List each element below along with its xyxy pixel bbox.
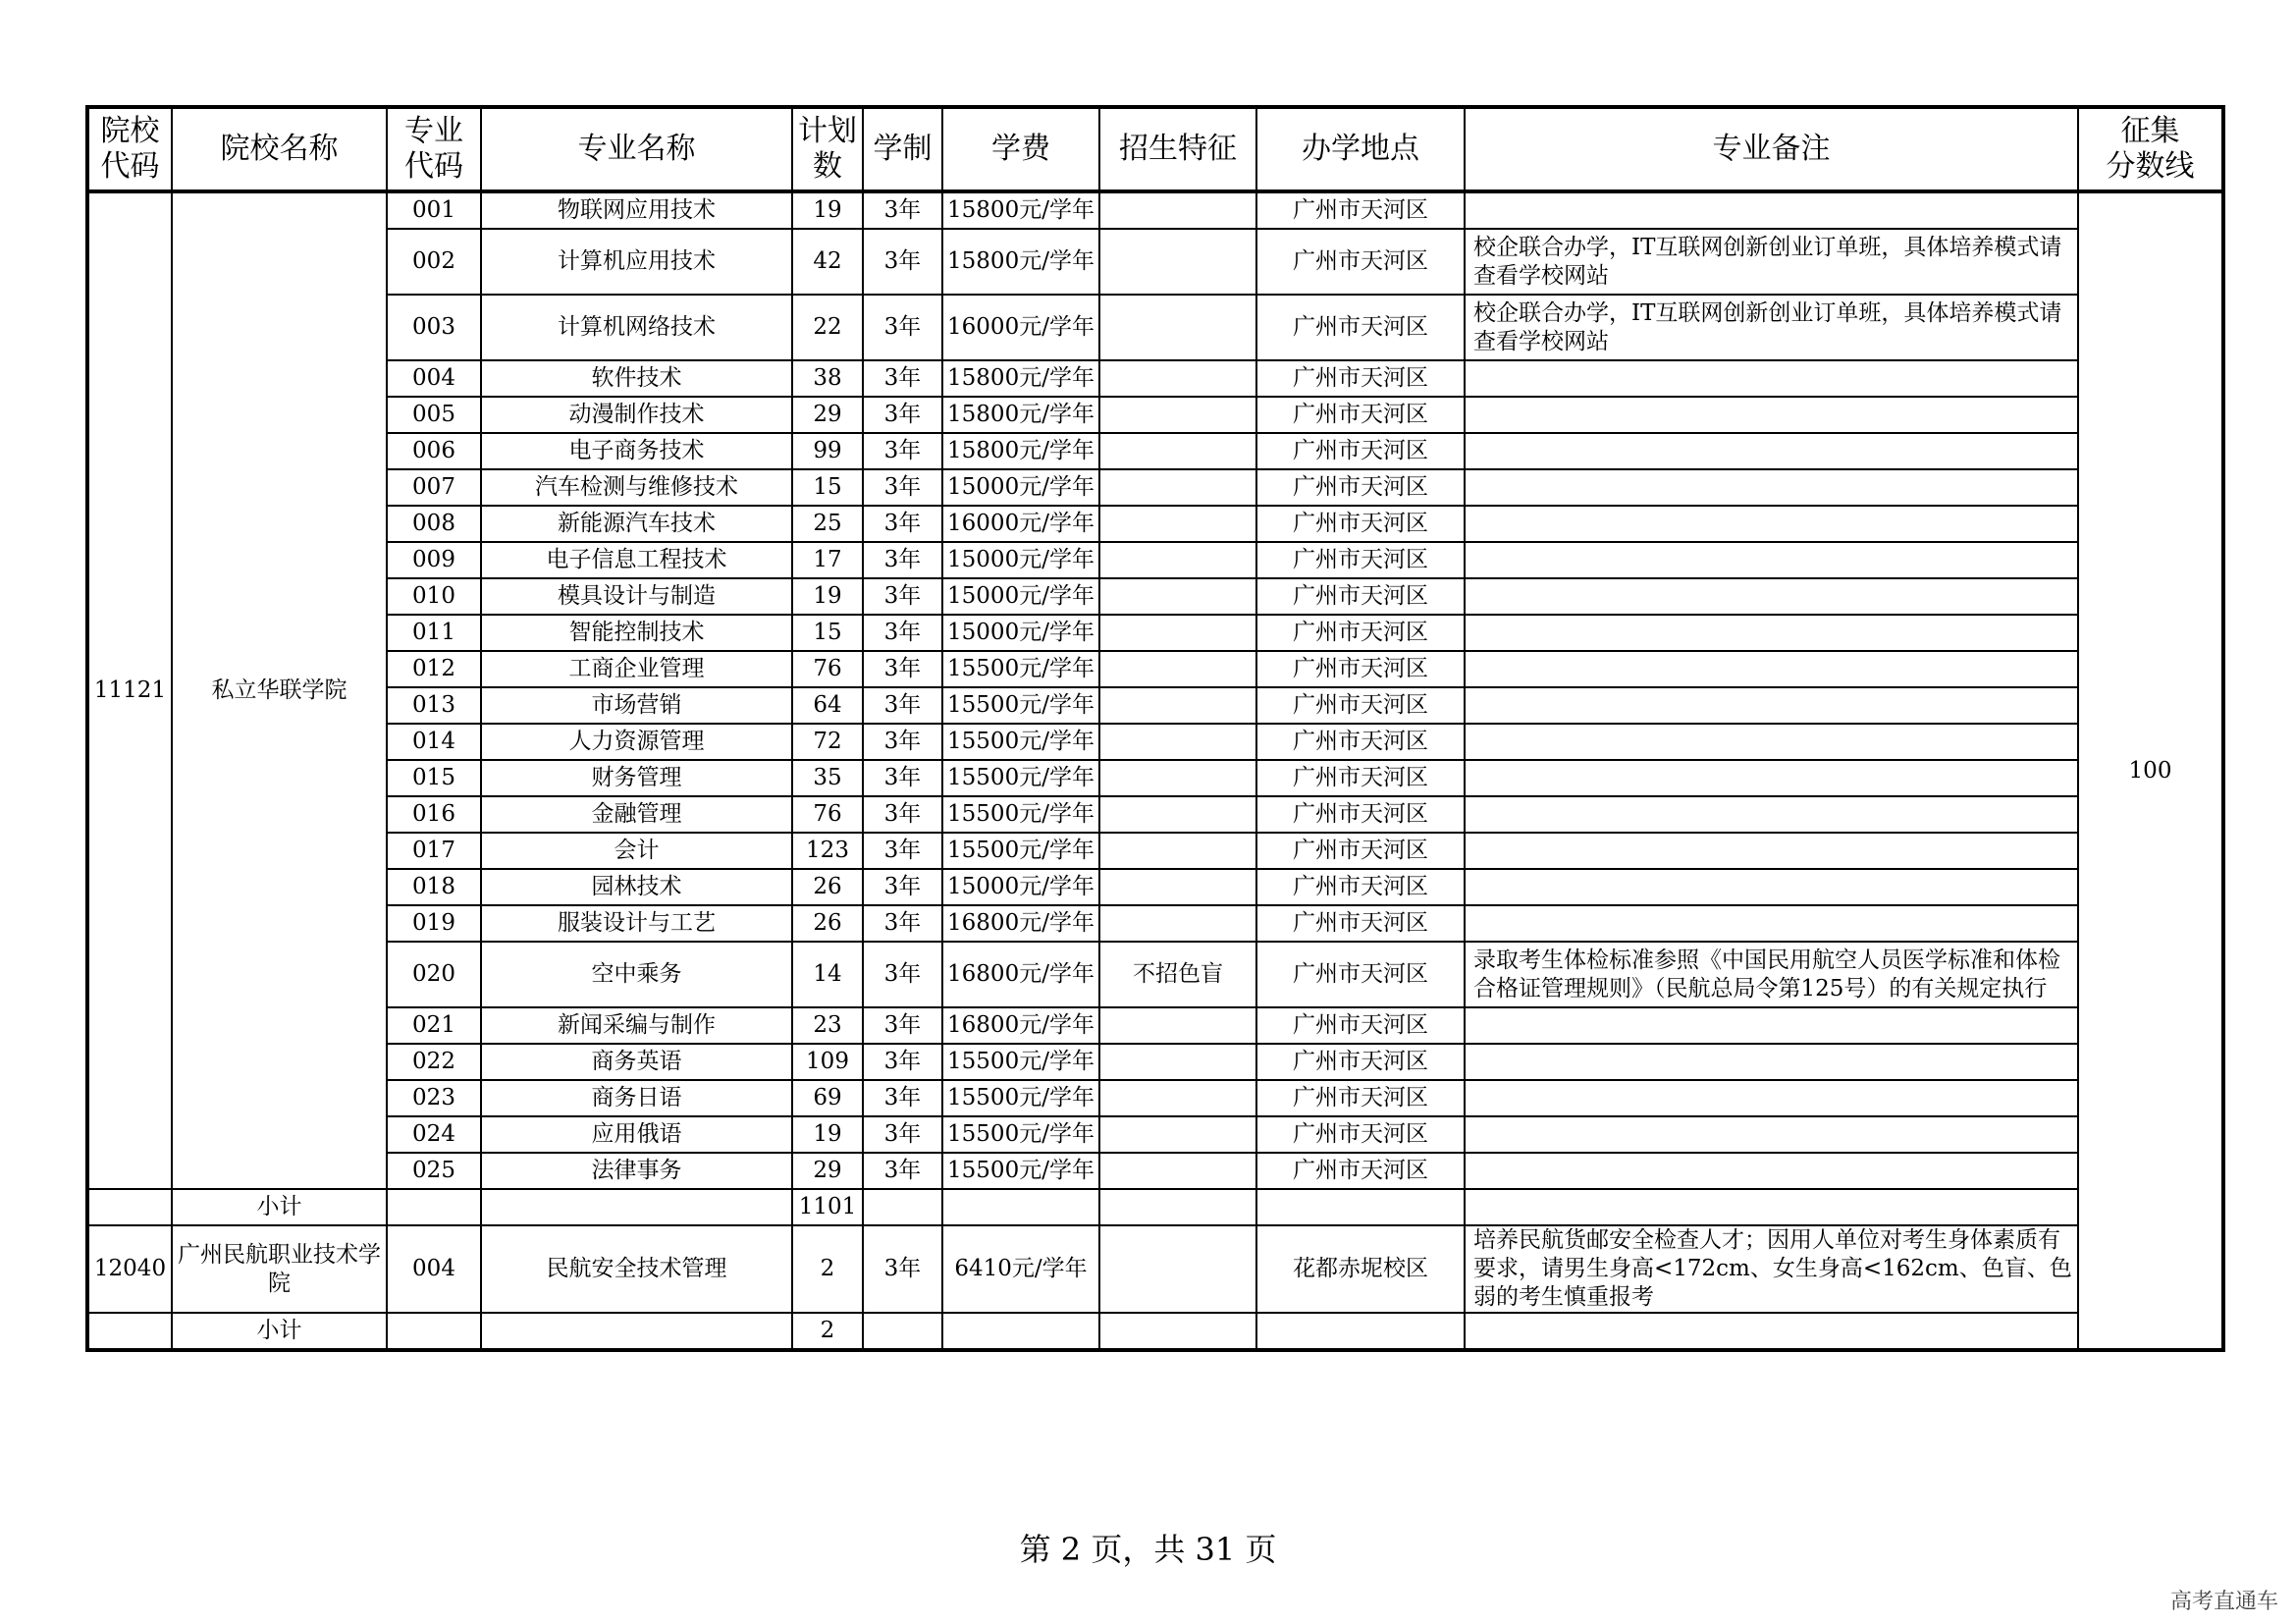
location-cell: 广州市天河区 [1256, 229, 1465, 295]
location-cell: 广州市天河区 [1256, 469, 1465, 506]
header-tuition: 学费 [942, 107, 1099, 191]
remark-cell [1465, 1080, 2078, 1116]
table-row [87, 433, 2223, 469]
empty-cell [863, 1189, 942, 1225]
empty-cell [387, 1313, 481, 1350]
header-major-code: 专业 代码 [387, 107, 481, 191]
school-code-cell: 11121 [87, 191, 172, 1189]
feature-cell [1099, 796, 1256, 833]
watermark-text: 高考直通车 [2169, 1590, 2278, 1614]
header-location: 办学地点 [1256, 107, 1465, 191]
duration-cell: 3年 [863, 191, 942, 229]
header-school-name: 院校名称 [172, 107, 387, 191]
duration-cell: 3年 [863, 360, 942, 397]
major-name-cell: 商务英语 [481, 1044, 792, 1080]
table-row [87, 724, 2223, 760]
score-line-cell: 100 [2078, 191, 2223, 1350]
feature-cell [1099, 869, 1256, 905]
major-name-cell: 人力资源管理 [481, 724, 792, 760]
remark-cell: 录取考生体检标准参照《中国民用航空人员医学标准和体检合格证管理规则》（民航总局令第125号）的有关规定执行 [1465, 942, 2078, 1007]
plan-cell: 38 [792, 360, 863, 397]
major-name-cell: 服装设计与工艺 [481, 905, 792, 942]
tuition-cell: 15500元/学年 [942, 1153, 1099, 1189]
major-name-cell: 新能源汽车技术 [481, 506, 792, 542]
feature-cell [1099, 724, 1256, 760]
location-cell: 广州市天河区 [1256, 796, 1465, 833]
empty-cell [87, 1189, 172, 1225]
table-row [87, 1225, 2223, 1313]
remark-cell [1465, 191, 2078, 229]
major-name-cell: 应用俄语 [481, 1116, 792, 1153]
major-name-cell: 金融管理 [481, 796, 792, 833]
table-row [87, 615, 2223, 651]
location-cell: 广州市天河区 [1256, 1153, 1465, 1189]
feature-cell: 不招色盲 [1099, 942, 1256, 1007]
duration-cell: 3年 [863, 295, 942, 360]
school-name-cell: 广州民航职业技术学院 [172, 1225, 387, 1313]
duration-cell: 3年 [863, 1153, 942, 1189]
location-cell: 广州市天河区 [1256, 1080, 1465, 1116]
major-name-cell: 电子商务技术 [481, 433, 792, 469]
table-row [87, 360, 2223, 397]
table-row [87, 687, 2223, 724]
tuition-cell: 15500元/学年 [942, 687, 1099, 724]
location-cell: 广州市天河区 [1256, 687, 1465, 724]
location-cell: 广州市天河区 [1256, 360, 1465, 397]
empty-cell [87, 1313, 172, 1350]
location-cell: 广州市天河区 [1256, 1044, 1465, 1080]
plan-cell: 23 [792, 1007, 863, 1044]
duration-cell: 3年 [863, 578, 942, 615]
feature-cell [1099, 651, 1256, 687]
major-name-cell: 模具设计与制造 [481, 578, 792, 615]
plan-cell: 15 [792, 469, 863, 506]
location-cell: 广州市天河区 [1256, 433, 1465, 469]
table-row [87, 760, 2223, 796]
tuition-cell: 15500元/学年 [942, 1116, 1099, 1153]
location-cell: 广州市天河区 [1256, 295, 1465, 360]
duration-cell: 3年 [863, 542, 942, 578]
plan-cell: 35 [792, 760, 863, 796]
table-row [87, 191, 2223, 229]
table-row [87, 1116, 2223, 1153]
duration-cell: 3年 [863, 506, 942, 542]
remark-cell [1465, 1044, 2078, 1080]
remark-cell [1465, 651, 2078, 687]
major-code-cell: 005 [387, 397, 481, 433]
remark-cell [1465, 615, 2078, 651]
plan-cell: 22 [792, 295, 863, 360]
major-code-cell: 001 [387, 191, 481, 229]
duration-cell: 3年 [863, 469, 942, 506]
major-name-cell: 市场营销 [481, 687, 792, 724]
remark-cell: 培养民航货邮安全检查人才；因用人单位对考生身体素质有要求，请男生身高<172cm、女生身高<162cm、色盲、色弱的考生慎重报考 [1465, 1225, 2078, 1313]
remark-cell [1465, 578, 2078, 615]
tuition-cell: 15800元/学年 [942, 360, 1099, 397]
major-name-cell: 物联网应用技术 [481, 191, 792, 229]
table-row [87, 1044, 2223, 1080]
duration-cell: 3年 [863, 1116, 942, 1153]
remark-cell: 校企联合办学，IT互联网创新创业订单班，具体培养模式请查看学校网站 [1465, 295, 2078, 360]
subtotal-row [87, 1189, 2223, 1225]
location-cell: 广州市天河区 [1256, 905, 1465, 942]
header-row [87, 107, 2223, 191]
duration-cell: 3年 [863, 942, 942, 1007]
major-code-cell: 017 [387, 833, 481, 869]
major-name-cell: 空中乘务 [481, 942, 792, 1007]
plan-cell: 2 [792, 1225, 863, 1313]
remark-cell [1465, 833, 2078, 869]
plan-cell: 25 [792, 506, 863, 542]
remark-cell [1465, 542, 2078, 578]
table-row [87, 1080, 2223, 1116]
plan-cell: 26 [792, 905, 863, 942]
duration-cell: 3年 [863, 724, 942, 760]
tuition-cell: 15500元/学年 [942, 760, 1099, 796]
table-row [87, 542, 2223, 578]
header-score-line: 征集 分数线 [2078, 107, 2223, 191]
location-cell: 广州市天河区 [1256, 1007, 1465, 1044]
location-cell: 广州市天河区 [1256, 724, 1465, 760]
remark-cell [1465, 506, 2078, 542]
major-name-cell: 商务日语 [481, 1080, 792, 1116]
major-code-cell: 024 [387, 1116, 481, 1153]
header-major-name: 专业名称 [481, 107, 792, 191]
subtotal-value: 1101 [792, 1189, 863, 1225]
remark-cell [1465, 397, 2078, 433]
plan-cell: 17 [792, 542, 863, 578]
feature-cell [1099, 1153, 1256, 1189]
feature-cell [1099, 360, 1256, 397]
plan-cell: 19 [792, 1116, 863, 1153]
empty-cell [1099, 1189, 1256, 1225]
major-name-cell: 计算机应用技术 [481, 229, 792, 295]
empty-cell [1465, 1313, 2078, 1350]
major-name-cell: 民航安全技术管理 [481, 1225, 792, 1313]
remark-cell [1465, 1007, 2078, 1044]
feature-cell [1099, 1116, 1256, 1153]
major-code-cell: 012 [387, 651, 481, 687]
feature-cell [1099, 1225, 1256, 1313]
major-code-cell: 022 [387, 1044, 481, 1080]
plan-cell: 69 [792, 1080, 863, 1116]
feature-cell [1099, 905, 1256, 942]
tuition-cell: 16800元/学年 [942, 942, 1099, 1007]
plan-cell: 109 [792, 1044, 863, 1080]
feature-cell [1099, 1044, 1256, 1080]
duration-cell: 3年 [863, 760, 942, 796]
table-body [87, 191, 2223, 1350]
plan-cell: 76 [792, 796, 863, 833]
major-code-cell: 020 [387, 942, 481, 1007]
admissions-table [85, 105, 2225, 1352]
empty-cell [481, 1189, 792, 1225]
duration-cell: 3年 [863, 1044, 942, 1080]
subtotal-label: 小计 [172, 1189, 387, 1225]
major-name-cell: 法律事务 [481, 1153, 792, 1189]
location-cell: 广州市天河区 [1256, 397, 1465, 433]
major-code-cell: 006 [387, 433, 481, 469]
header-feature: 招生特征 [1099, 107, 1256, 191]
remark-cell [1465, 724, 2078, 760]
tuition-cell: 15500元/学年 [942, 1080, 1099, 1116]
empty-cell [942, 1313, 1099, 1350]
tuition-cell: 15500元/学年 [942, 796, 1099, 833]
duration-cell: 3年 [863, 869, 942, 905]
duration-cell: 3年 [863, 1225, 942, 1313]
tuition-cell: 15000元/学年 [942, 578, 1099, 615]
page-footer: 第 2 页，共 31 页 [1019, 1531, 1277, 1568]
duration-cell: 3年 [863, 1080, 942, 1116]
location-cell: 广州市天河区 [1256, 651, 1465, 687]
feature-cell [1099, 833, 1256, 869]
school-name-cell: 私立华联学院 [172, 191, 387, 1189]
major-code-cell: 003 [387, 295, 481, 360]
tuition-cell: 15800元/学年 [942, 397, 1099, 433]
duration-cell: 3年 [863, 905, 942, 942]
major-code-cell: 010 [387, 578, 481, 615]
feature-cell [1099, 578, 1256, 615]
table-row [87, 833, 2223, 869]
feature-cell [1099, 229, 1256, 295]
major-code-cell: 008 [387, 506, 481, 542]
location-cell: 广州市天河区 [1256, 506, 1465, 542]
major-code-cell: 015 [387, 760, 481, 796]
tuition-cell: 15000元/学年 [942, 469, 1099, 506]
table-row [87, 397, 2223, 433]
tuition-cell: 15500元/学年 [942, 724, 1099, 760]
major-name-cell: 财务管理 [481, 760, 792, 796]
duration-cell: 3年 [863, 397, 942, 433]
table-row [87, 905, 2223, 942]
subtotal-value: 2 [792, 1313, 863, 1350]
tuition-cell: 15500元/学年 [942, 651, 1099, 687]
major-code-cell: 004 [387, 360, 481, 397]
feature-cell [1099, 397, 1256, 433]
tuition-cell: 15000元/学年 [942, 869, 1099, 905]
feature-cell [1099, 760, 1256, 796]
tuition-cell: 15800元/学年 [942, 191, 1099, 229]
tuition-cell: 16000元/学年 [942, 506, 1099, 542]
major-name-cell: 工商企业管理 [481, 651, 792, 687]
major-name-cell: 园林技术 [481, 869, 792, 905]
subtotal-row [87, 1313, 2223, 1350]
major-code-cell: 016 [387, 796, 481, 833]
table-row [87, 469, 2223, 506]
major-code-cell: 025 [387, 1153, 481, 1189]
remark-cell [1465, 905, 2078, 942]
empty-cell [1099, 1313, 1256, 1350]
plan-cell: 26 [792, 869, 863, 905]
remark-cell [1465, 687, 2078, 724]
duration-cell: 3年 [863, 687, 942, 724]
plan-cell: 19 [792, 191, 863, 229]
major-code-cell: 023 [387, 1080, 481, 1116]
plan-cell: 123 [792, 833, 863, 869]
tuition-cell: 6410元/学年 [942, 1225, 1099, 1313]
location-cell: 广州市天河区 [1256, 942, 1465, 1007]
remark-cell [1465, 469, 2078, 506]
remark-cell [1465, 433, 2078, 469]
header-remarks: 专业备注 [1465, 107, 2078, 191]
header-duration: 学制 [863, 107, 942, 191]
feature-cell [1099, 191, 1256, 229]
plan-cell: 19 [792, 578, 863, 615]
location-cell: 广州市天河区 [1256, 615, 1465, 651]
header-school-code: 院校 代码 [87, 107, 172, 191]
table-row [87, 651, 2223, 687]
duration-cell: 3年 [863, 651, 942, 687]
duration-cell: 3年 [863, 433, 942, 469]
tuition-cell: 15500元/学年 [942, 833, 1099, 869]
plan-cell: 72 [792, 724, 863, 760]
tuition-cell: 16800元/学年 [942, 1007, 1099, 1044]
duration-cell: 3年 [863, 796, 942, 833]
table-row [87, 942, 2223, 1007]
feature-cell [1099, 615, 1256, 651]
major-code-cell: 018 [387, 869, 481, 905]
duration-cell: 3年 [863, 833, 942, 869]
plan-cell: 14 [792, 942, 863, 1007]
table-row [87, 295, 2223, 360]
feature-cell [1099, 469, 1256, 506]
major-name-cell: 电子信息工程技术 [481, 542, 792, 578]
major-name-cell: 计算机网络技术 [481, 295, 792, 360]
plan-cell: 15 [792, 615, 863, 651]
major-name-cell: 汽车检测与维修技术 [481, 469, 792, 506]
major-name-cell: 动漫制作技术 [481, 397, 792, 433]
location-cell: 广州市天河区 [1256, 869, 1465, 905]
location-cell: 广州市天河区 [1256, 542, 1465, 578]
major-code-cell: 009 [387, 542, 481, 578]
major-name-cell: 会计 [481, 833, 792, 869]
duration-cell: 3年 [863, 615, 942, 651]
location-cell: 广州市天河区 [1256, 191, 1465, 229]
table-row [87, 229, 2223, 295]
header-plan: 计划 数 [792, 107, 863, 191]
major-code-cell: 007 [387, 469, 481, 506]
subtotal-label: 小计 [172, 1313, 387, 1350]
table-row [87, 1007, 2223, 1044]
tuition-cell: 16000元/学年 [942, 295, 1099, 360]
plan-cell: 99 [792, 433, 863, 469]
feature-cell [1099, 1080, 1256, 1116]
duration-cell: 3年 [863, 229, 942, 295]
location-cell: 广州市天河区 [1256, 578, 1465, 615]
tuition-cell: 15000元/学年 [942, 542, 1099, 578]
major-code-cell: 019 [387, 905, 481, 942]
tuition-cell: 15800元/学年 [942, 229, 1099, 295]
location-cell: 广州市天河区 [1256, 760, 1465, 796]
plan-cell: 29 [792, 397, 863, 433]
tuition-cell: 15000元/学年 [942, 615, 1099, 651]
empty-cell [387, 1189, 481, 1225]
table-row [87, 578, 2223, 615]
school-code-cell: 12040 [87, 1225, 172, 1313]
empty-cell [481, 1313, 792, 1350]
remark-cell [1465, 1116, 2078, 1153]
empty-cell [942, 1189, 1099, 1225]
empty-cell [1256, 1313, 1465, 1350]
location-cell: 广州市天河区 [1256, 1116, 1465, 1153]
feature-cell [1099, 687, 1256, 724]
major-name-cell: 软件技术 [481, 360, 792, 397]
tuition-cell: 15800元/学年 [942, 433, 1099, 469]
table-row [87, 796, 2223, 833]
feature-cell [1099, 542, 1256, 578]
plan-cell: 42 [792, 229, 863, 295]
remark-cell [1465, 1153, 2078, 1189]
empty-cell [1256, 1189, 1465, 1225]
plan-cell: 76 [792, 651, 863, 687]
major-code-cell: 011 [387, 615, 481, 651]
tuition-cell: 16800元/学年 [942, 905, 1099, 942]
feature-cell [1099, 506, 1256, 542]
remark-cell: 校企联合办学，IT互联网创新创业订单班，具体培养模式请查看学校网站 [1465, 229, 2078, 295]
feature-cell [1099, 295, 1256, 360]
location-cell: 花都赤坭校区 [1256, 1225, 1465, 1313]
remark-cell [1465, 796, 2078, 833]
tuition-cell: 15500元/学年 [942, 1044, 1099, 1080]
empty-cell [1465, 1189, 2078, 1225]
duration-cell: 3年 [863, 1007, 942, 1044]
feature-cell [1099, 433, 1256, 469]
major-name-cell: 智能控制技术 [481, 615, 792, 651]
remark-cell [1465, 360, 2078, 397]
remark-cell [1465, 869, 2078, 905]
major-code-cell: 014 [387, 724, 481, 760]
plan-cell: 29 [792, 1153, 863, 1189]
feature-cell [1099, 1007, 1256, 1044]
table-row [87, 869, 2223, 905]
major-code-cell: 021 [387, 1007, 481, 1044]
table-row [87, 1153, 2223, 1189]
major-name-cell: 新闻采编与制作 [481, 1007, 792, 1044]
table-row [87, 506, 2223, 542]
major-code-cell: 004 [387, 1225, 481, 1313]
remark-cell [1465, 760, 2078, 796]
empty-cell [863, 1313, 942, 1350]
plan-cell: 64 [792, 687, 863, 724]
major-code-cell: 013 [387, 687, 481, 724]
major-code-cell: 002 [387, 229, 481, 295]
location-cell: 广州市天河区 [1256, 833, 1465, 869]
